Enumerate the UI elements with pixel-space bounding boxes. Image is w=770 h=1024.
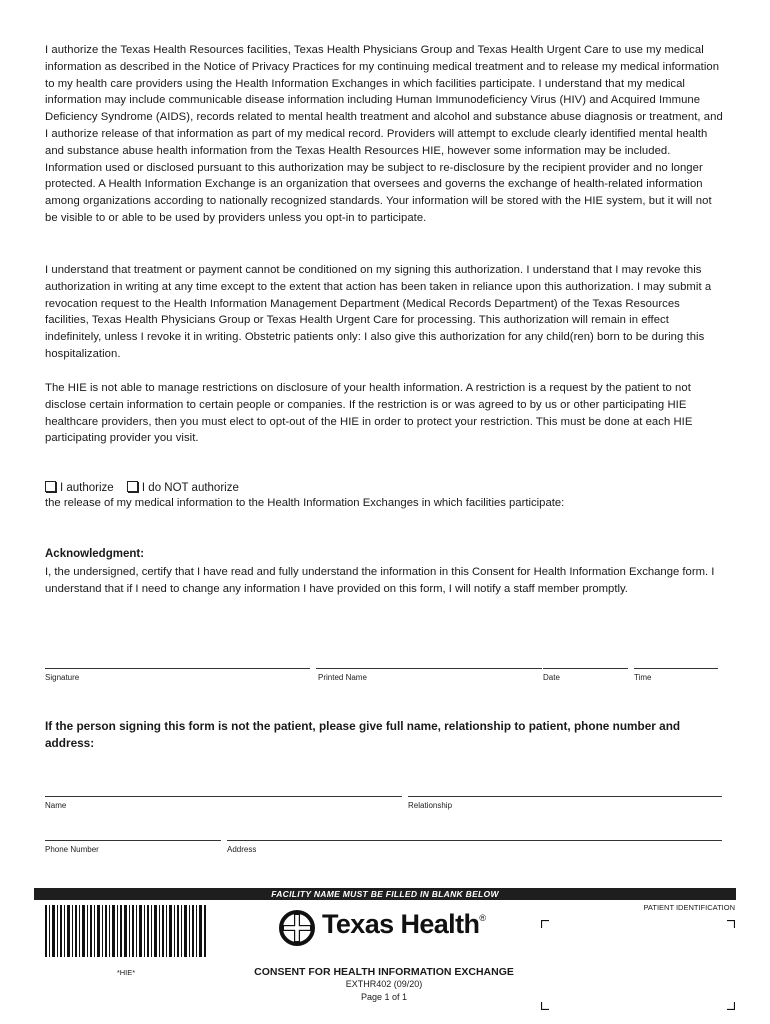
representative-question: If the person signing this form is not the patient, please give full name, relationship to patient, phone number and address: bbox=[45, 719, 681, 750]
form-title: CONSENT FOR HEALTH INFORMATION EXCHANGE bbox=[254, 966, 514, 978]
not-authorize-option[interactable] bbox=[127, 482, 239, 494]
logo-registered-mark: ® bbox=[479, 913, 486, 923]
logo-text: Texas Health bbox=[322, 909, 480, 939]
form-number: EXTHR402 (09/20) bbox=[345, 979, 423, 989]
crop-mark-top-left bbox=[541, 920, 549, 928]
authorize-label: I authorize bbox=[60, 482, 114, 494]
crop-mark-top-right bbox=[727, 920, 735, 928]
authorize-checkbox[interactable] bbox=[45, 481, 56, 492]
date-label: Date bbox=[543, 673, 560, 682]
rep-phone-label: Phone Number bbox=[45, 845, 99, 854]
signature-line[interactable] bbox=[45, 668, 310, 669]
facility-name-bar: FACILITY NAME MUST BE FILLED IN BLANK BELOW bbox=[34, 888, 736, 900]
time-label: Time bbox=[634, 673, 652, 682]
rep-address-label: Address bbox=[227, 845, 257, 854]
printed-name-line[interactable] bbox=[316, 668, 542, 669]
acknowledgment-text: I, the undersigned, certify that I have read and fully understand the information in this Consent for Health Information Exchange form. I understand that if I need to change any information I have provided on this form, I will notify a staff member promptly. bbox=[45, 566, 715, 595]
rep-relationship-line[interactable] bbox=[408, 796, 722, 797]
page-number: Page 1 of 1 bbox=[360, 992, 408, 1002]
barcode bbox=[45, 905, 207, 957]
authorization-options bbox=[45, 480, 249, 496]
time-line[interactable] bbox=[634, 668, 718, 669]
barcode-code: *HIE* bbox=[116, 968, 136, 977]
authorize-option[interactable] bbox=[45, 482, 117, 494]
crop-mark-bottom-left bbox=[541, 1002, 549, 1010]
crop-mark-bottom-right bbox=[727, 1002, 735, 1010]
texas-health-logo bbox=[278, 907, 498, 951]
date-line[interactable] bbox=[543, 668, 628, 669]
rep-name-label: Name bbox=[45, 801, 67, 810]
patient-identification-label: PATIENT IDENTIFICATION bbox=[643, 903, 735, 912]
acknowledgment-heading: Acknowledgment: bbox=[45, 548, 145, 560]
not-authorize-label: I do NOT authorize bbox=[141, 482, 239, 494]
authorization-paragraph: I authorize the Texas Health Resources facilities, Texas Health Physicians Group and Texas Health Urgent Care to use my medical information as described in the Notice of Privacy Practices for my continuing medical treatment and to release my medical information to my health care providers using the Health Information Exchanges in which facilities participate. I understand that my medical information may include communicable disease information including Human Immunodeficiency Virus (HIV) and Acquired Immune Deficiency Syndrome (AIDS), records related to mental health treatment and alcohol and substance abuse diagnosis or treatment, and I authorize release of that information as part of my medical record. Providers will attempt to exclude clearly identified mental health and substance abuse health information from the Texas Health Resources HIE, however some information may be included. Information used or disclosed pursuant to this authorization may be subject to re-disclosure by the recipient provider and no longer protected. A Health Information Exchange is an organization that oversees and governs the exchange of health-related information among organizations according to nationally recognized standards. Your information will be stored with the HIE system, but it will not be visible to or able to be used by providers unless you opt-in to participate. bbox=[45, 44, 723, 224]
rep-phone-line[interactable] bbox=[45, 840, 221, 841]
rep-name-line[interactable] bbox=[45, 796, 402, 797]
rep-relationship-label: Relationship bbox=[408, 801, 453, 810]
release-text: the release of my medical information to the Health Information Exchanges in which facilities participate: bbox=[45, 497, 565, 509]
signature-label: Signature bbox=[45, 673, 80, 682]
restriction-paragraph: The HIE is not able to manage restrictions on disclosure of your health information. A restriction is a request by the patient to not disclose certain information to certain people or companies. If the restriction is or was agreed to by us or other participating HIE healthcare providers, then you must elect to opt-out of the HIE in order to protect your restriction. This must be done at each HIE participating provider you visit. bbox=[45, 382, 693, 445]
texas-health-cross-icon bbox=[278, 909, 316, 947]
printed-name-label: Printed Name bbox=[318, 673, 367, 682]
not-authorize-checkbox[interactable] bbox=[127, 481, 138, 492]
revocation-paragraph: I understand that treatment or payment cannot be conditioned on my signing this authorization. I understand that I may revoke this authorization in writing at any time except to the extent that action has been taken in reliance upon this authorization. I may submit a revocation request to the Health Information Management Department (Medical Records Department) of the Texas Resources facilities, Texas Health Physicians Group or Texas Health Urgent Care for processing. This authorization will remain in effect indefinitely, unless I revoke it in writing. Obstetric patients only: I also give this authorization for any child(ren) born to be during this hospitalization. bbox=[45, 264, 712, 360]
rep-address-line[interactable] bbox=[227, 840, 722, 841]
